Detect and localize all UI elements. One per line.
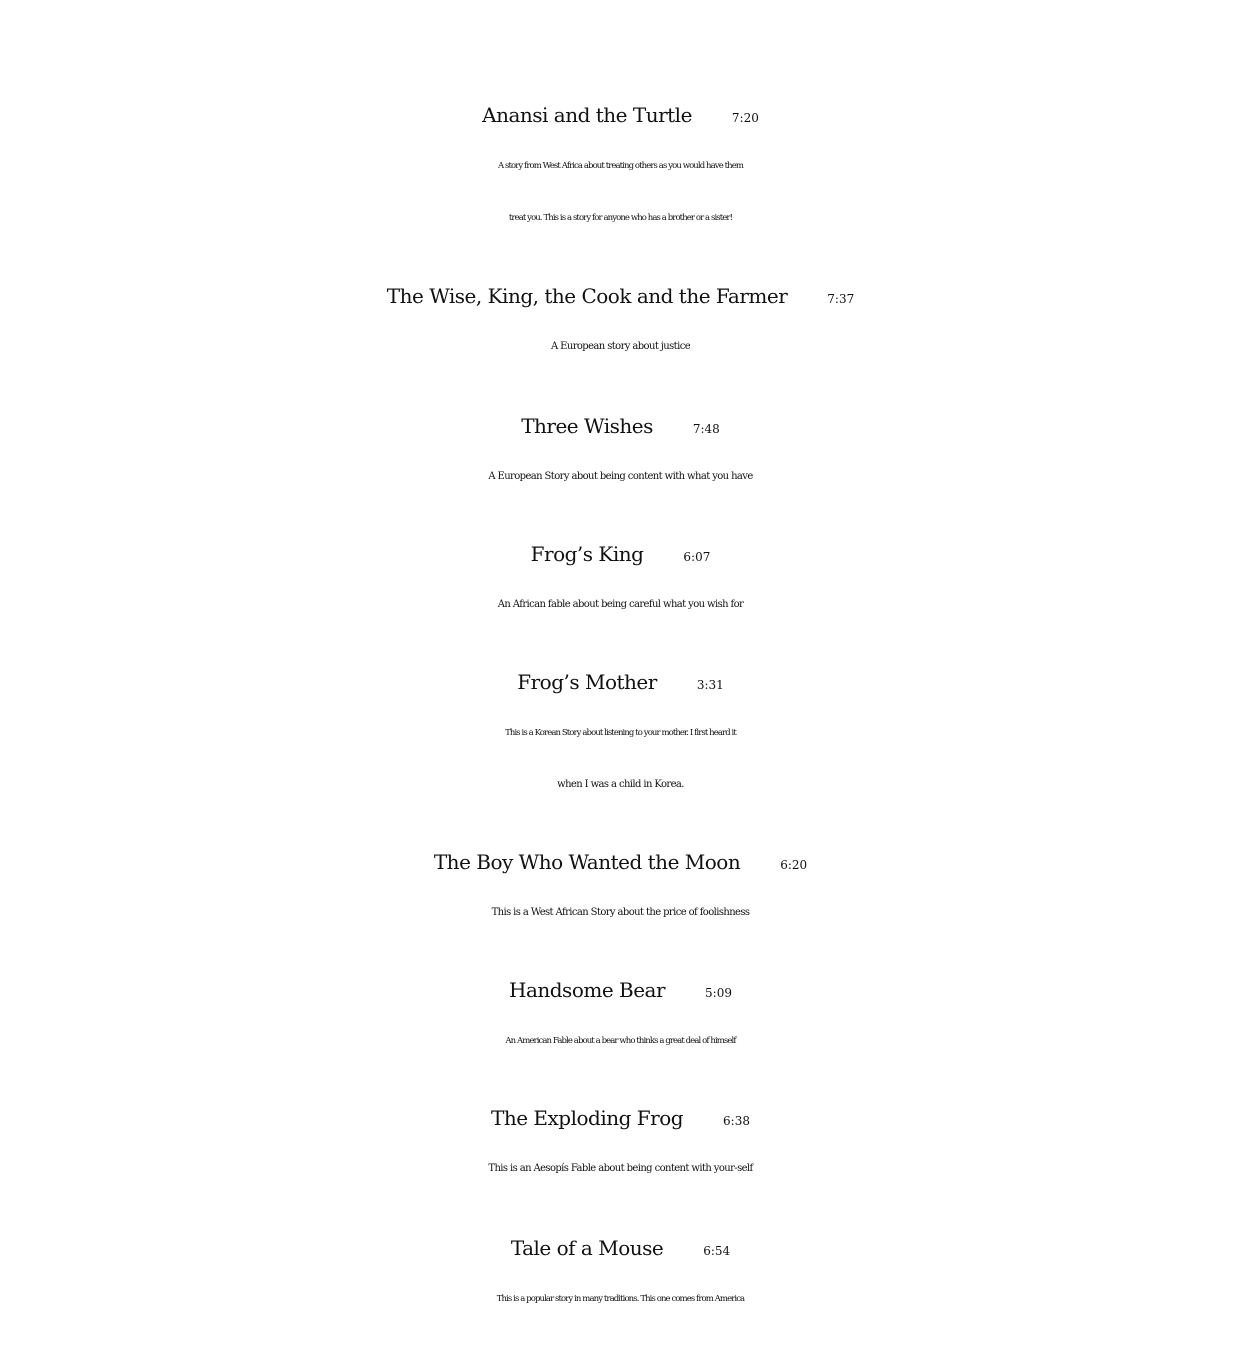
- story-title: The Exploding Frog: [490, 1106, 684, 1130]
- story-description: This is an Aesopís Fable about being content with your-self: [488, 1163, 753, 1174]
- story-entry: [0, 1223, 1241, 1325]
- story-title-line: [0, 657, 1241, 707]
- story-description: when I was a child in Korea.: [557, 779, 684, 790]
- story-entry: [0, 529, 1241, 631]
- story-entry: [0, 837, 1241, 939]
- story-description: This is a popular story in many traditions. This one comes from America: [496, 1294, 745, 1304]
- story-description: An African fable about being careful what you wish for: [497, 599, 744, 610]
- story-title-line: [0, 271, 1241, 321]
- story-duration: 7:20: [731, 111, 759, 125]
- story-title-line: [0, 1223, 1241, 1273]
- story-title-line: [0, 837, 1241, 887]
- story-description: This is a Korean Story about listening to your mother. I first heard it: [505, 728, 736, 738]
- story-entry: [0, 90, 1241, 244]
- story-title: The Wise, King, the Cook and the Farmer: [386, 284, 788, 308]
- story-title-line: [0, 401, 1241, 451]
- story-description: A European story about justice: [550, 341, 691, 352]
- story-duration: 7:48: [692, 422, 720, 436]
- story-duration: 3:31: [696, 678, 724, 692]
- story-entry: [0, 657, 1241, 811]
- story-entry: [0, 271, 1241, 373]
- story-title: Frog’s Mother: [517, 670, 657, 694]
- story-title: The Boy Who Wanted the Moon: [433, 850, 741, 874]
- story-duration: 6:38: [723, 1114, 750, 1128]
- story-title-line: [0, 1093, 1241, 1143]
- story-title-line: [0, 90, 1241, 140]
- story-title-line: [0, 965, 1241, 1015]
- story-description: A European Story about being content with what you have: [488, 471, 753, 482]
- story-title: Frog’s King: [530, 542, 644, 566]
- story-title: Handsome Bear: [509, 978, 666, 1002]
- story-description: A story from West Africa about treating others as you would have them: [497, 161, 744, 171]
- story-title-line: [0, 529, 1241, 579]
- story-description: An American Fable about a bear who thinks a great deal of himself: [505, 1036, 736, 1046]
- story-duration: 6:20: [780, 858, 808, 872]
- story-duration: 6:54: [703, 1244, 731, 1258]
- story-duration: 7:37: [827, 292, 855, 306]
- story-duration: 6:07: [683, 550, 711, 564]
- story-title: Anansi and the Turtle: [482, 103, 692, 127]
- story-title: Three Wishes: [521, 414, 653, 438]
- story-description: This is a West African Story about the price of foolishness: [491, 907, 750, 918]
- story-entry: [0, 1093, 1241, 1195]
- story-entry: [0, 965, 1241, 1067]
- story-entry: [0, 401, 1241, 503]
- story-description: treat you. This is a story for anyone who has a brother or a sister!: [508, 213, 733, 223]
- story-duration: 5:09: [705, 986, 732, 1000]
- story-title: Tale of a Mouse: [510, 1236, 664, 1260]
